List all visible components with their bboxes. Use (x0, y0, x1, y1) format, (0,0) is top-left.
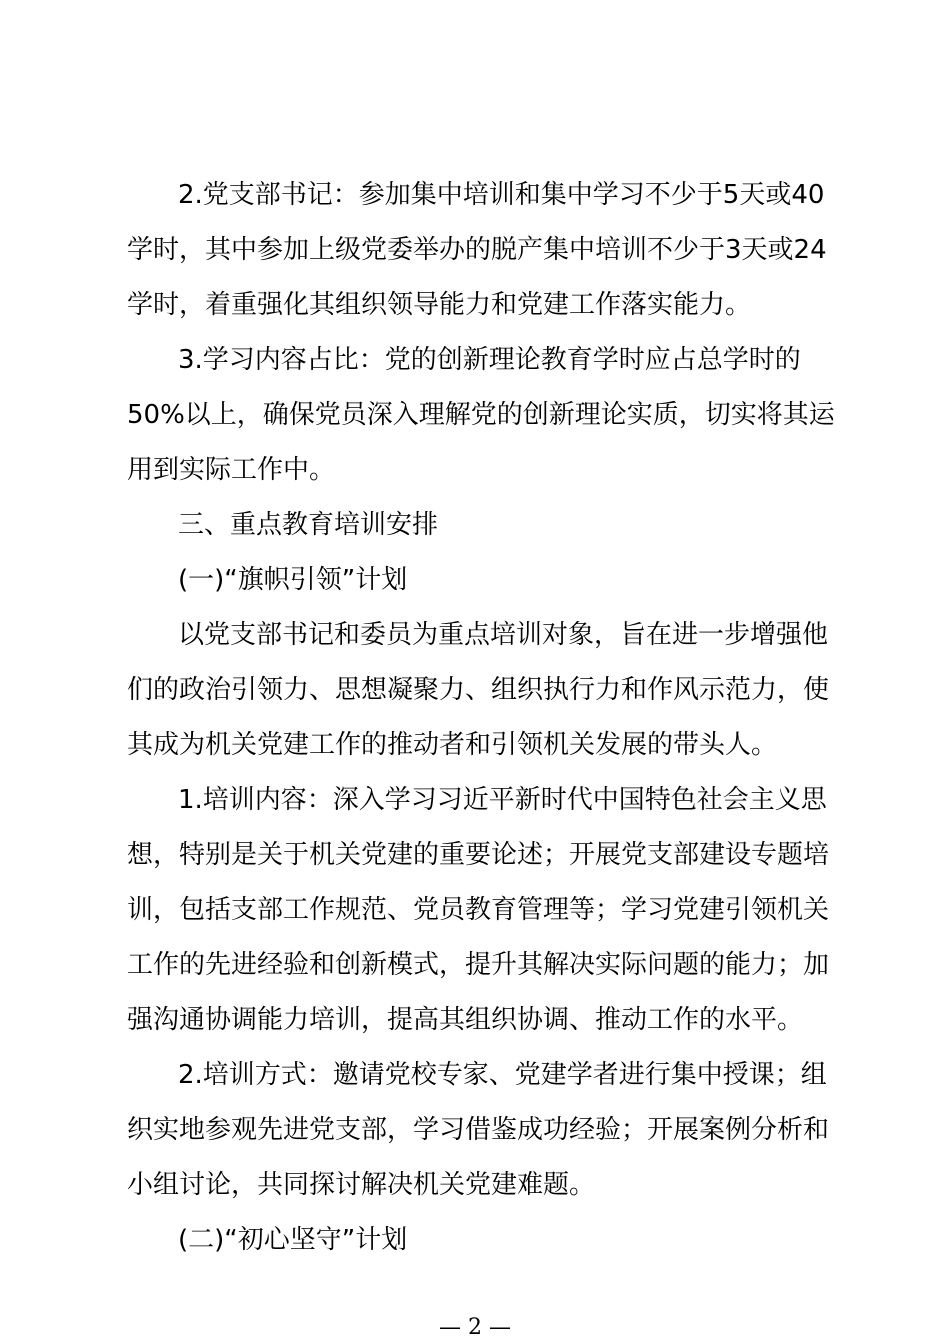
paragraph-line: 工作的先进经验和创新模式，提升其解决实际问题的能力；加 (127, 950, 830, 980)
page-number: — 2 — (439, 1315, 511, 1340)
subsection-heading: (二)“初心坚守”计划 (178, 1225, 408, 1255)
paragraph-line: 2.党支部书记：参加集中培训和集中学习不少于5天或40 (178, 180, 825, 210)
paragraph-line: 训，包括支部工作规范、党员教育管理等；学习党建引领机关 (127, 895, 830, 925)
paragraph-line: 们的政治引领力、思想凝聚力、组织执行力和作风示范力，使 (127, 675, 830, 705)
paragraph-line: 想，特别是关于机关党建的重要论述；开展党支部建设专题培 (127, 840, 830, 870)
paragraph-line: 织实地参观先进党支部，学习借鉴成功经验；开展案例分析和 (127, 1115, 830, 1145)
paragraph-line: 3.学习内容占比：党的创新理论教育学时应占总学时的 (178, 345, 801, 375)
paragraph-line: 强沟通协调能力培训，提高其组织协调、推动工作的水平。 (127, 1005, 804, 1035)
subsection-heading: (一)“旗帜引领”计划 (178, 565, 408, 595)
paragraph-line: 学时，着重强化其组织领导能力和党建工作落实能力。 (127, 290, 752, 320)
paragraph-line: 其成为机关党建工作的推动者和引领机关发展的带头人。 (127, 730, 778, 760)
section-heading: 三、重点教育培训安排 (178, 510, 439, 540)
paragraph-line: 学时，其中参加上级党委举办的脱产集中培训不少于3天或24 (127, 235, 827, 265)
paragraph-line: 以党支部书记和委员为重点培训对象，旨在进一步增强他 (178, 620, 829, 650)
paragraph-line: 50%以上，确保党员深入理解党的创新理论实质，切实将其运 (127, 400, 835, 430)
paragraph-line: 2.培训方式：邀请党校专家、党建学者进行集中授课；组 (178, 1060, 827, 1090)
paragraph-line: 小组讨论，共同探讨解决机关党建难题。 (127, 1170, 596, 1200)
document-body (127, 168, 835, 1268)
paragraph-line: 用到实际工作中。 (127, 455, 336, 485)
paragraph-line: 1.培训内容：深入学习习近平新时代中国特色社会主义思 (178, 785, 827, 815)
